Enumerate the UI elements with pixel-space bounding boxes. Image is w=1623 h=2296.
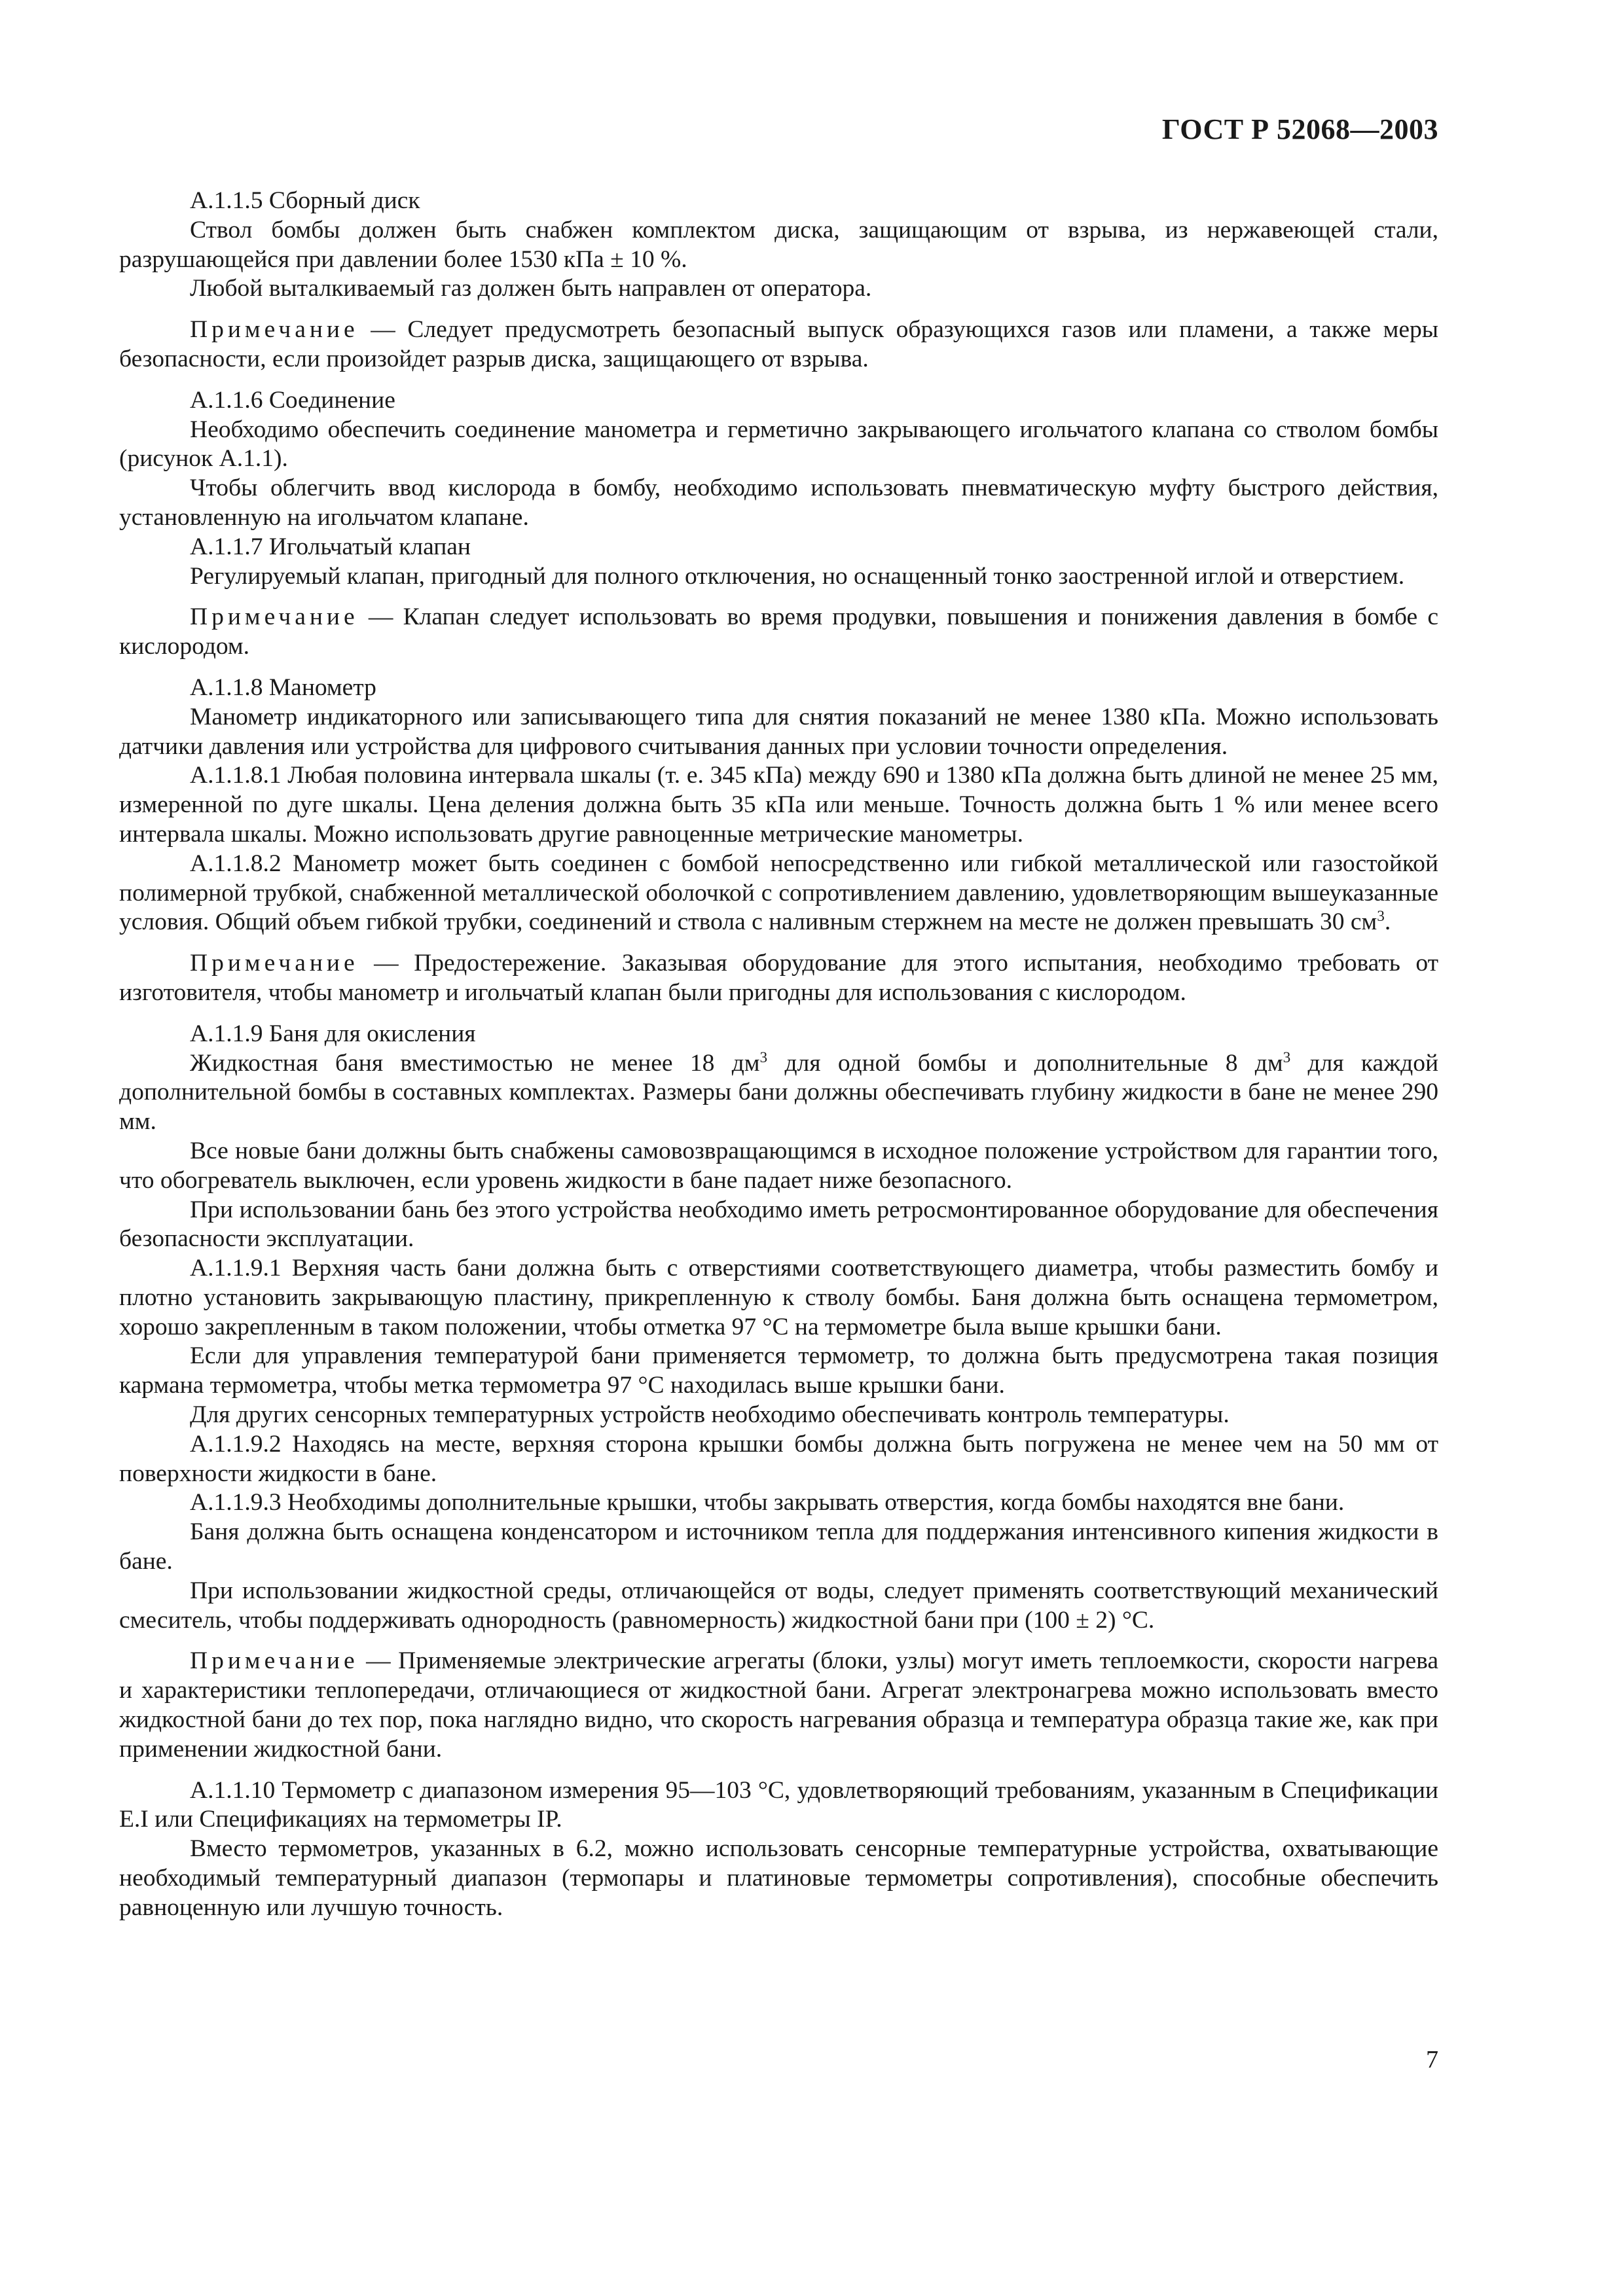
paragraph-text-end: . bbox=[1384, 908, 1391, 936]
paragraph: А.1.1.8.1 Любая половина интервала шкалы (т. е. 345 кПа) между 690 и 1380 кПа должна быть длиной не менее 25 мм, измеренной по дуге шкалы. Цена деления должна быть 35 кПа или меньше. Точность должна быть 1 % или менее всего интервала шкалы. Можно использовать другие равноценные метрические манометры. bbox=[119, 762, 1438, 848]
paragraph: Чтобы облегчить ввод кислорода в бомбу, необходимо использовать пневматическую муфту быстрого действия, установленную на игольчатом клапане. bbox=[119, 475, 1438, 531]
paragraph-text: Жидкостная баня вместимостью не менее 18 дм bbox=[190, 1049, 760, 1077]
note-label: Примечание bbox=[190, 603, 359, 631]
note-label: Примечание bbox=[190, 1647, 359, 1675]
note bbox=[119, 949, 1438, 1008]
paragraph: Любой выталкиваемый газ должен быть направлен от оператора. bbox=[190, 275, 872, 302]
section-heading: А.1.1.5 Сборный диск bbox=[190, 187, 420, 214]
note-text: — Следует предусмотреть безопасный выпуск образующихся газов или пламени, а также меры безопасности, если произойдет разрыв диска, защищающего от взрыва. bbox=[119, 316, 1438, 372]
paragraph: При использовании бань без этого устройства необходимо иметь ретросмонтированное оборудование для обеспечения безопасности эксплуатации. bbox=[119, 1196, 1438, 1253]
paragraph-text: А.1.1.8.2 Манометр может быть соединен с бомбой непосредственно или гибкой металлической или газостойкой полимерной трубкой, снабженной металлической оболочкой с сопротивлением давлению, удовлетворяющим вышеуказанные условия. Общий объем гибкой трубки, соединений и ствола с наливным стержнем на месте не должен превышать 30 см bbox=[119, 850, 1438, 936]
paragraph: Баня должна быть оснащена конденсатором и источником тепла для поддержания интенсивного кипения жидкости в бане. bbox=[119, 1518, 1438, 1575]
paragraph: А.1.1.9.1 Верхняя часть бани должна быть с отверстиями соответствующего диаметра, чтобы разместить бомбу и плотно установить закрывающую пластину, прикрепленную к стволу бомбы. Баня должна быть оснащена термометром, хорошо закрепленным в таком положении, чтобы отметка 97 °С на термометре была выше крышки бани. bbox=[119, 1255, 1438, 1340]
paragraph: При использовании жидкостной среды, отличающейся от воды, следует применять соответствующий механический смеситель, чтобы поддерживать однородность (равномерность) жидкостной бани при (100 ± 2) °С. bbox=[119, 1577, 1438, 1634]
note bbox=[119, 1647, 1438, 1764]
paragraph: Ствол бомбы должен быть снабжен комплектом диска, защищающим от взрыва, из нержавеющей стали, разрушающейся при давлении более 1530 кПа ± 10 %. bbox=[119, 216, 1438, 273]
note-label: Примечание bbox=[190, 950, 359, 977]
paragraph bbox=[119, 1049, 1438, 1137]
paragraph: А.1.1.10 Термометр с диапазоном измерения 95—103 °С, удовлетворяющий требованиям, указанным в Спецификации Е.I или Спецификациях на термометры IP. bbox=[119, 1776, 1438, 1833]
note-label: Примечание bbox=[190, 316, 359, 344]
paragraph: Для других сенсорных температурных устройств необходимо обеспечивать контроль температуры. bbox=[190, 1401, 1230, 1429]
paragraph: Манометр индикаторного или записывающего типа для снятия показаний не менее 1380 кПа. Можно использовать датчики давления или устройства для цифрового считывания данных при условии точности определения. bbox=[119, 703, 1438, 760]
section-heading: А.1.1.6 Соединение bbox=[190, 386, 395, 414]
note bbox=[119, 603, 1438, 662]
paragraph-text: для каждой дополнительной бомбы в составных комплектах. Размеры бани должны обеспечивать глубину жидкости в бане не менее 290 мм. bbox=[119, 1049, 1439, 1136]
paragraph: Вместо термометров, указанных в 6.2, можно использовать сенсорные температурные устройства, охватывающие необходимый температурный диапазон (термопары и платиновые термометры сопротивления), способные обеспечить равноценную или лучшую точность. bbox=[119, 1835, 1438, 1921]
paragraph bbox=[119, 850, 1438, 937]
superscript: 3 bbox=[1377, 908, 1385, 925]
paragraph: Необходимо обеспечить соединение манометра и герметично закрывающего игольчатого клапана со стволом бомбы (рисунок А.1.1). bbox=[119, 416, 1438, 473]
section-heading: А.1.1.9 Баня для окисления bbox=[190, 1020, 476, 1047]
paragraph: Все новые бани должны быть снабжены самовозвращающимся в исходное положение устройством для гарантии того, что обогреватель выключен, если уровень жидкости в бане падает ниже безопасного. bbox=[119, 1137, 1438, 1194]
paragraph: Если для управления температурой бани применяется термометр, то должна быть предусмотрена такая позиция кармана термометра, чтобы метка термометра 97 °С находилась выше крышки бани. bbox=[119, 1342, 1438, 1399]
paragraph: Регулируемый клапан, пригодный для полного отключения, но оснащенный тонко заостренной иглой и отверстием. bbox=[190, 562, 1405, 590]
superscript: 3 bbox=[1283, 1049, 1291, 1066]
note bbox=[119, 315, 1438, 374]
paragraph: А.1.1.9.2 Находясь на месте, верхняя сторона крышки бомбы должна быть погружена не менее чем на 50 мм от поверхности жидкости в бане. bbox=[119, 1430, 1438, 1487]
section-heading: А.1.1.7 Игольчатый клапан bbox=[190, 533, 471, 560]
note-text: — Предостережение. Заказывая оборудование для этого испытания, необходимо требовать от изготовителя, чтобы манометр и игольчатый клапан были пригодны для использования с кислородом. bbox=[119, 950, 1438, 1006]
page-number: 7 bbox=[1426, 2046, 1438, 2073]
paragraph: А.1.1.9.3 Необходимы дополнительные крышки, чтобы закрывать отверстия, когда бомбы находятся вне бани. bbox=[190, 1489, 1345, 1516]
standard-code-header: ГОСТ Р 52068—2003 bbox=[1161, 113, 1438, 145]
paragraph-text: для одной бомбы и дополнительные 8 дм bbox=[767, 1049, 1283, 1077]
section-heading: А.1.1.8 Манометр bbox=[190, 673, 376, 701]
superscript: 3 bbox=[759, 1049, 768, 1066]
document-body bbox=[119, 187, 1438, 1923]
note-text: — Применяемые электрические агрегаты (блоки, узлы) могут иметь теплоемкости, скорости нагрева и характеристики теплопередачи, отличающиеся от жидкостной бани. Агрегат электронагрева можно использовать вместо жидкостной бани до тех пор, пока наглядно видно, что скорость нагревания образца и температура образца такие же, как при применении жидкостной бани. bbox=[119, 1647, 1438, 1763]
note-text: — Клапан следует использовать во время продувки, повышения и понижения давления в бомбе с кислородом. bbox=[119, 603, 1438, 660]
